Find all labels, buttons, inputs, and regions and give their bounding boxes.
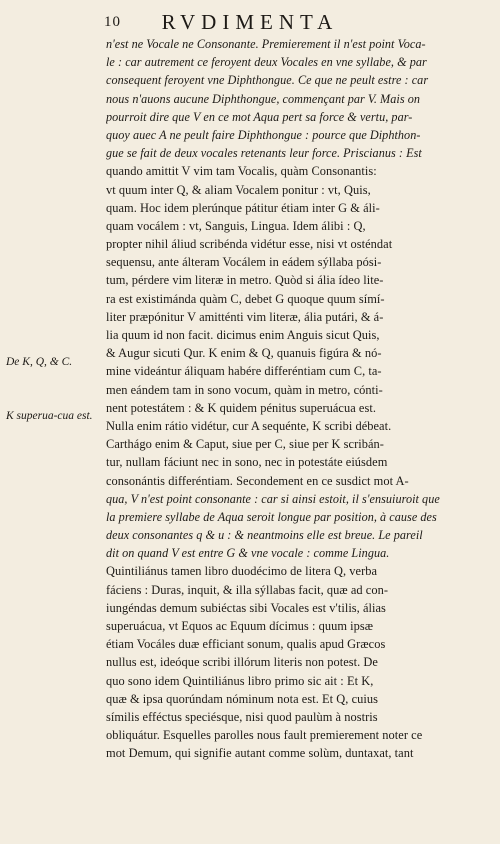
text-line: propter nihil áliud scribénda vidétur esse, nisi vt osténdat <box>106 237 393 252</box>
margin-note-2: K superua-cua est. <box>6 410 93 422</box>
text-line: quam vocálem : vt, Sanguis, Lingua. Idem álibi : Q, <box>106 218 366 233</box>
text-line: sequensu, ante álteram Vocálem in eádem sýllaba pósi- <box>106 255 382 270</box>
text-line: mine videántur áliquam habére differéntiam cum C, ta- <box>106 364 382 379</box>
text-line: Carthágo enim & Caput, siue per C, siue per K scribán- <box>106 437 384 452</box>
running-title: RVDIMENTA <box>161 10 339 34</box>
text-line: lia quum id non facit. dicimus enim Anguis sicut Quis, <box>106 328 380 342</box>
text-line: superuácua, vt Equos ac Equum dícimus : quum ipsæ <box>106 619 374 633</box>
text-line: dit on quand V est entre G & vne vocale : comme Lingua. <box>106 546 390 561</box>
text-line: ra est existimánda quàm C, debet G quoque quum símí- <box>106 291 385 306</box>
text-line: nous n'auons aucune Diphthongue, commençant par V. Mais on <box>106 91 421 106</box>
text-line: fáciens : Duras, inquit, & illa sýllabas facit, quæ ad con- <box>106 582 389 597</box>
text-line: símilis efféctus speciésque, nisi quod paulùm à nostris <box>106 709 378 724</box>
text-line: obliquátur. Esquelles parolles nous fault premierement noter ce <box>106 728 423 743</box>
text-line: le : car autrement ce feroyent deux Vocales en vne syllabe, & par <box>106 55 427 70</box>
text-line: deux consonantes q & u : & neantmoins elle est breue. Le pareil <box>106 528 423 543</box>
page-number: 10 <box>104 14 121 30</box>
text-line: iungéndas demum subiéctas sibi Vocales est v'tilis, álias <box>106 600 386 615</box>
text-line: quando amittit V vim tam Vocalis, quàm Consonantis: <box>106 164 377 179</box>
body-text <box>106 35 472 763</box>
text-line: qua, V n'est point consonante : car si ainsi estoit, il s'ensuiuroit que <box>106 491 440 506</box>
text-line: mot Demum, qui signifie autant comme solùm, duntaxat, tant <box>106 746 414 761</box>
text-line: tum, pérdere vim literæ in metro. Quòd si ália ídeo lite- <box>106 273 384 288</box>
text-line: liter præpónitur V amitténti vim literæ, ália putári, & á- <box>106 309 384 324</box>
text-line: tur, nullam fáciunt nec in sono, nec in potestáte eiúsdem <box>106 455 388 470</box>
text-line: gue se fait de deux vocales retenants leur force. Priscianus : Est <box>106 146 422 161</box>
text-line: quæ & ipsa quorúndam nóminum nota est. Et Q, cuius <box>106 691 378 706</box>
text-line: Nulla enim rátio vidétur, cur A sequénte, K scribi débeat. <box>106 418 392 433</box>
text-line: quam. Hoc idem plerúnque pátitur étiam inter G & áli- <box>106 200 380 215</box>
text-line: nent potestátem : & K quidem pénitus superuácua est. <box>106 400 376 415</box>
text-line: vt quum inter Q, & aliam Vocalem ponitur : vt, Quis, <box>106 182 371 197</box>
text-line: quo sono idem Quintiliánus libro primo sic ait : Et K, <box>106 673 374 688</box>
text-line: nullus est, ideóque scribi illórum literis non potest. De <box>106 655 378 670</box>
text-line: consonántis differéntiam. Secondement en ce susdict mot A- <box>106 473 409 488</box>
margin-note-1: De K, Q, & C. <box>6 356 73 368</box>
text-line: Quintiliánus tamen libro duodécimo de litera Q, verba <box>106 564 378 579</box>
text-line: consequent feroyent vne Diphthongue. Ce que ne peult estre : car <box>106 73 429 88</box>
text-line: & Augur sicuti Qur. K enim & Q, quanuis figúra & nó- <box>106 346 382 361</box>
text-line: quoy auec A ne peult faire Diphthongue : pource que Diphthon- <box>106 127 421 142</box>
text-line: pourroit dire que V en ce mot Aqua pert sa force & vertu, par- <box>106 109 413 124</box>
text-line: n'est ne Vocale ne Consonante. Premierement il n'est point Voca- <box>106 37 426 51</box>
text-line: étiam Vocáles duæ efficiant sonum, qualis apud Græcos <box>106 637 386 652</box>
text-line: men eándem tam in sono vocum, quàm in metro, cónti- <box>106 382 383 397</box>
text-line: la premiere syllabe de Aqua seroit longue par position, à cause des <box>106 509 437 524</box>
